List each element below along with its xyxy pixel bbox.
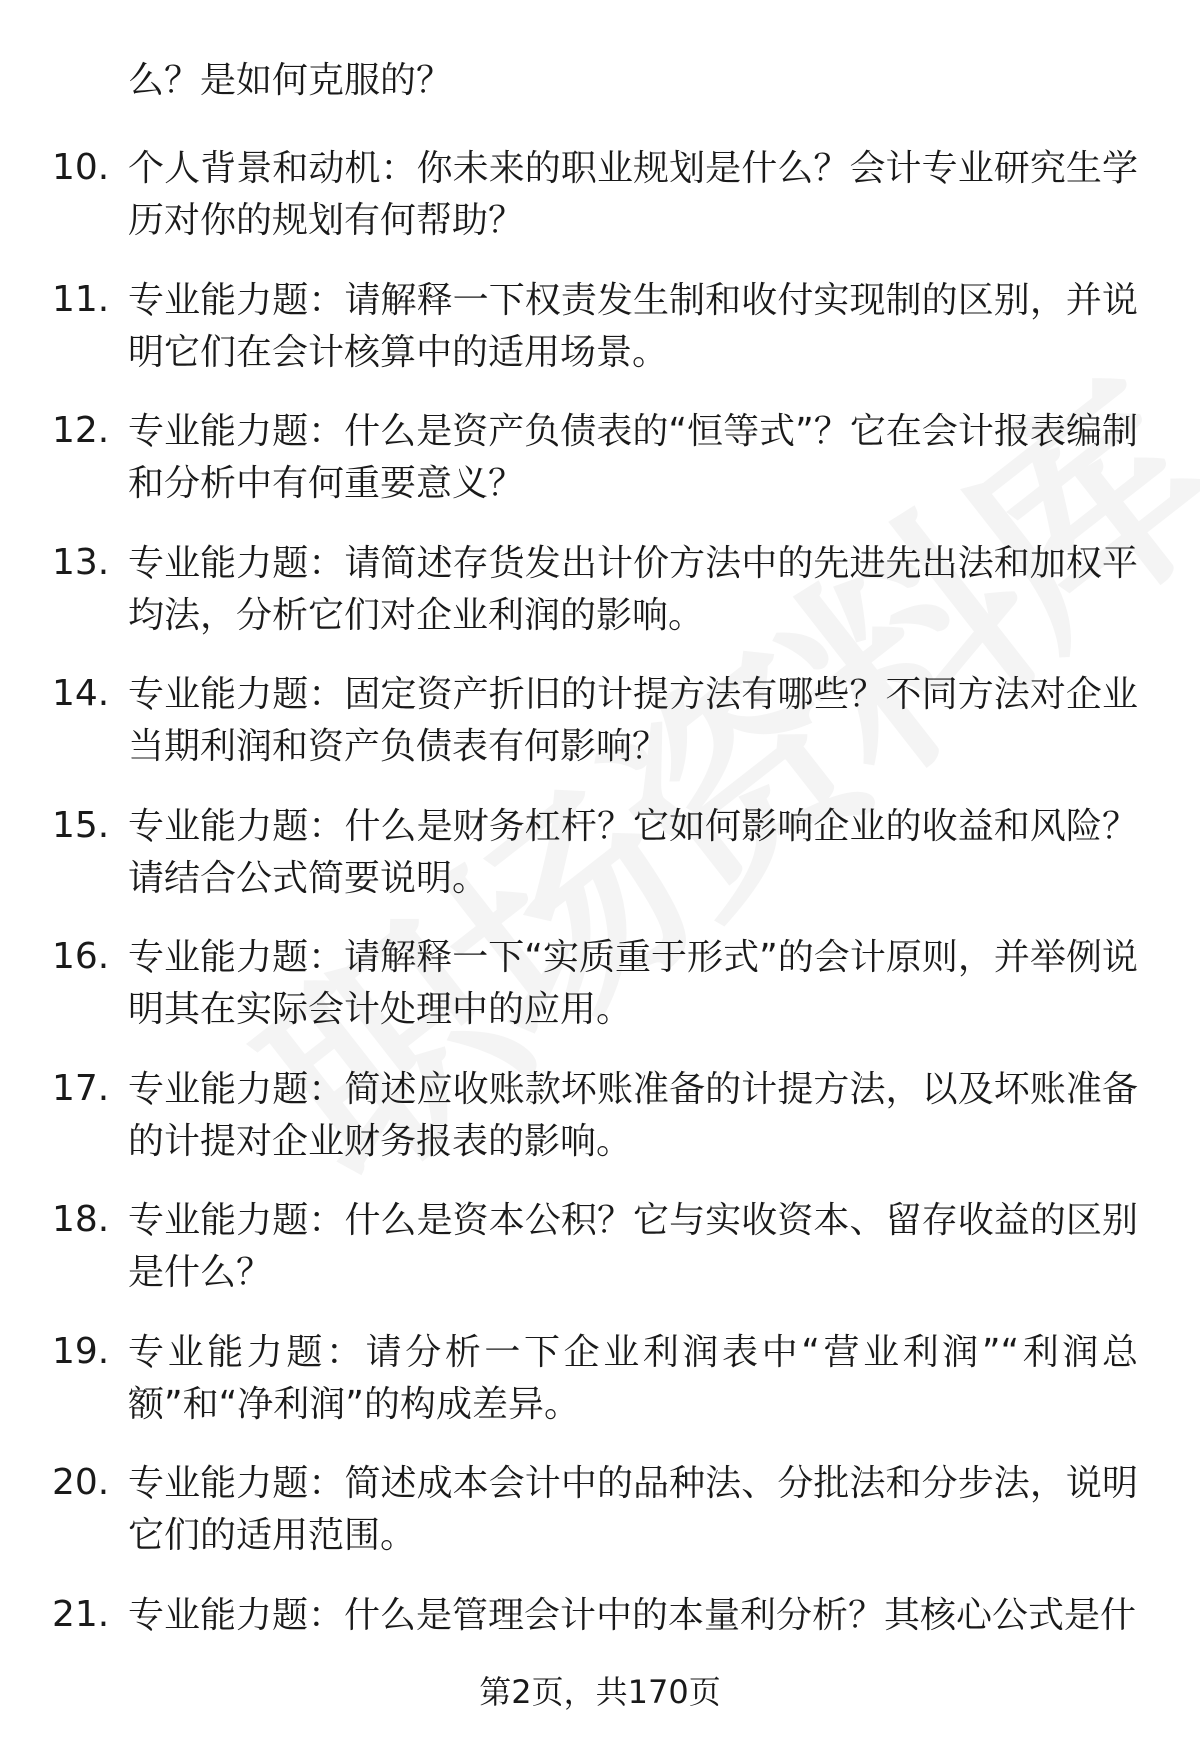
question-item — [0, 1327, 1200, 1429]
question-number: 17. — [52, 1067, 110, 1109]
question-text: 专业能力题：请分析一下企业利润表中“营业利润”“利润总额”和“净利润”的构成差异。 — [128, 1331, 1138, 1425]
question-text: 个人背景和动机：你未来的职业规划是什么？会计专业研究生学历对你的规划有何帮助？ — [128, 148, 1138, 241]
question-item — [0, 1195, 1200, 1297]
question-item — [0, 1458, 1200, 1560]
continuation-text: 么？是如何克服的？ — [128, 60, 453, 101]
question-text: 专业能力题：什么是财务杠杆？它如何影响企业的收益和风险？请结合公式简要说明。 — [128, 805, 1138, 899]
question-text: 专业能力题：什么是资产负债表的“恒等式”？它在会计报表编制和分析中有何重要意义？ — [128, 411, 1138, 504]
question-item — [0, 669, 1200, 771]
question-number: 10. — [52, 147, 110, 188]
question-number: 12. — [52, 410, 110, 451]
question-item — [0, 538, 1200, 640]
question-item — [0, 275, 1200, 377]
question-number: 14. — [52, 673, 110, 714]
question-text: 专业能力题：什么是管理会计中的本量利分析？其核心公式是什 — [128, 1594, 1137, 1636]
question-item — [0, 801, 1200, 903]
question-item — [0, 932, 1200, 1034]
question-item — [0, 143, 1200, 245]
question-number: 13. — [52, 541, 110, 583]
question-text: 专业能力题：什么是资本公积？它与实收资本、留存收益的区别是什么？ — [128, 1200, 1138, 1293]
question-number: 15. — [52, 804, 110, 846]
question-list — [0, 143, 1200, 1721]
question-number: 21. — [52, 1593, 110, 1635]
question-text: 专业能力题：固定资产折旧的计提方法有哪些？不同方法对企业当期利润和资产负债表有何影响？ — [128, 674, 1138, 767]
question-text: 专业能力题：请解释一下权责发生制和收付实现制的区别，并说明它们在会计核算中的适用场景。 — [128, 279, 1138, 373]
question-text: 专业能力题：请解释一下“实质重于形式”的会计原则，并举例说明其在实际会计处理中的应用。 — [128, 937, 1138, 1030]
question-text: 专业能力题：简述成本会计中的品种法、分批法和分步法，说明它们的适用范围。 — [128, 1463, 1138, 1556]
question-number: 11. — [52, 278, 110, 320]
question-number: 16. — [52, 936, 110, 977]
question-text: 专业能力题：请简述存货发出计价方法中的先进先出法和加权平均法，分析它们对企业利润的影响。 — [128, 542, 1138, 636]
question-item — [0, 406, 1200, 508]
question-text: 专业能力题：简述应收账款坏账准备的计提方法，以及坏账准备的计提对企业财务报表的影响。 — [128, 1068, 1138, 1162]
question-item — [0, 1064, 1200, 1166]
question-number: 19. — [52, 1330, 110, 1372]
question-number: 18. — [52, 1199, 110, 1240]
page-footer: 第2页，共170页 — [479, 1673, 721, 1711]
question-number: 20. — [52, 1462, 110, 1503]
